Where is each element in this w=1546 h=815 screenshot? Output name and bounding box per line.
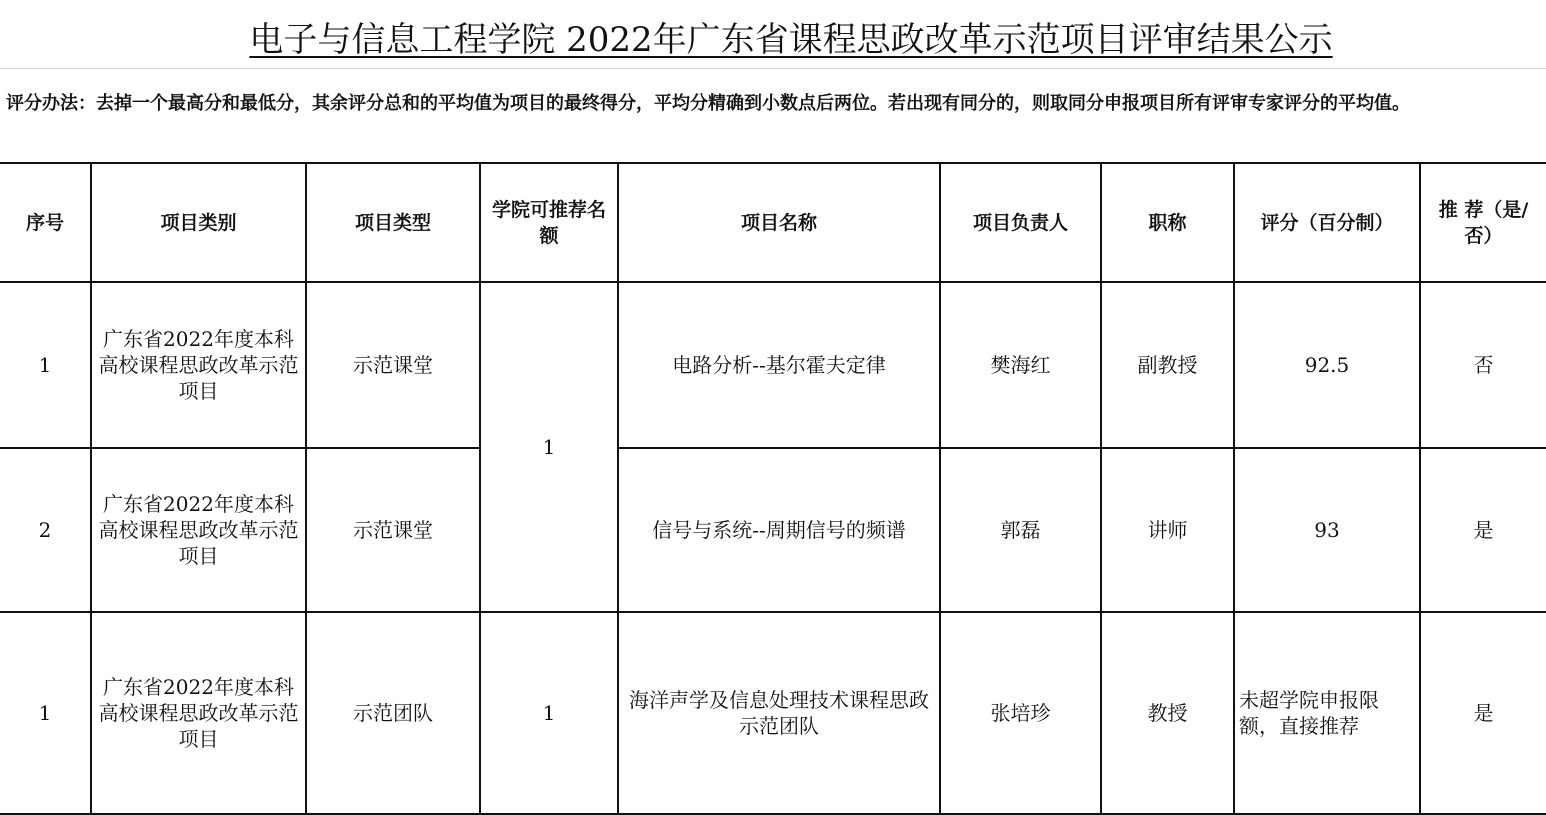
- table-row: [0, 282, 1546, 448]
- table-row: [0, 612, 1546, 814]
- header-leader: 项目负责人: [940, 163, 1101, 282]
- cell-score: 93: [1234, 448, 1420, 612]
- cell-name: 海洋声学及信息处理技术课程思政示范团队: [618, 612, 940, 814]
- cell-quota: 1: [480, 612, 618, 814]
- header-score: 评分（百分制）: [1234, 163, 1420, 282]
- results-table: [0, 162, 1546, 815]
- cell-no: 1: [0, 612, 91, 814]
- scoring-method-note: 评分办法：去掉一个最高分和最低分，其余评分总和的平均值为项目的最终得分，平均分精确到小数点后两位。若出现有同分的，则取同分申报项目所有评审专家评分的平均值。: [6, 93, 1410, 114]
- cell-no: 2: [0, 448, 91, 612]
- cell-score: 未超学院申报限额，直接推荐: [1234, 612, 1420, 814]
- cell-type: 示范课堂: [306, 282, 480, 448]
- page-title: [0, 12, 1546, 61]
- header-quota: 学院可推荐名额: [480, 163, 618, 282]
- header-type: 项目类型: [306, 163, 480, 282]
- cell-type: 示范团队: [306, 612, 480, 814]
- cell-no: 1: [0, 282, 91, 448]
- header-rank: 职称: [1101, 163, 1234, 282]
- cell-leader: 樊海红: [940, 282, 1101, 448]
- cell-category: 广东省2022年度本科高校课程思政改革示范项目: [91, 612, 306, 814]
- header-row: [0, 163, 1546, 282]
- cell-name: 电路分析--基尔霍夫定律: [618, 282, 940, 448]
- header-name: 项目名称: [618, 163, 940, 282]
- header-recommend: 推 荐（是/否）: [1420, 163, 1546, 282]
- cell-name: 信号与系统--周期信号的频谱: [618, 448, 940, 612]
- title-bar: [0, 0, 1546, 69]
- table-row: [0, 448, 1546, 612]
- cell-recommend: 否: [1420, 282, 1546, 448]
- cell-recommend: 是: [1420, 448, 1546, 612]
- header-category: 项目类别: [91, 163, 306, 282]
- cell-rank: 教授: [1101, 612, 1234, 814]
- cell-type: 示范课堂: [306, 448, 480, 612]
- cell-rank: 副教授: [1101, 282, 1234, 448]
- cell-quota: 1: [480, 282, 618, 612]
- page-title-text: 电子与信息工程学院 2022年广东省课程思政改革示范项目评审结果公示: [249, 20, 1333, 60]
- cell-score: 92.5: [1234, 282, 1420, 448]
- cell-category: 广东省2022年度本科高校课程思政改革示范项目: [91, 282, 306, 448]
- cell-category: 广东省2022年度本科高校课程思政改革示范项目: [91, 448, 306, 612]
- header-no: 序号: [0, 163, 91, 282]
- cell-leader: 张培珍: [940, 612, 1101, 814]
- cell-recommend: 是: [1420, 612, 1546, 814]
- cell-rank: 讲师: [1101, 448, 1234, 612]
- cell-leader: 郭磊: [940, 448, 1101, 612]
